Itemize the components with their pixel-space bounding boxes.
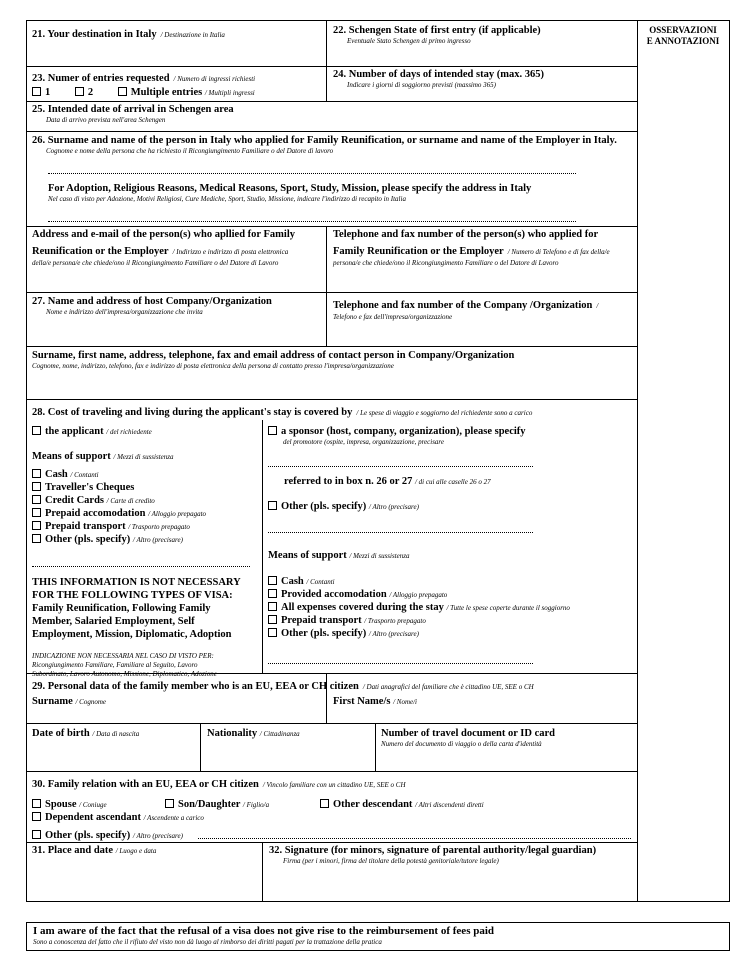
sponsor-dotline[interactable] [268, 466, 533, 467]
sep-27 [26, 292, 638, 293]
vsep-addr-tel [326, 226, 327, 346]
means-prepaid-transport[interactable]: Prepaid transport / Trasporto prepagato [32, 520, 260, 533]
sponsor-other-dotline[interactable] [268, 532, 533, 533]
sponsor-means-list [268, 575, 633, 640]
field-26-address-label: For Adoption, Religious Reasons, Medical Reasons, Sport, Study, Mission, please specify the address in Italy Nel caso di visto per Adozione, Motivi Religiosi, Cure Mediche, Sport, Studio, Missione, indicare l'indirizzo di recapito in Italia [48, 183, 532, 203]
relation-other-descendant[interactable]: Other descendant / Altri discendenti diretti [320, 798, 610, 812]
applicant-other-dotline[interactable] [32, 566, 250, 567]
vsep-31 [262, 842, 263, 902]
sep-23 [26, 66, 638, 67]
sponsor-means-cash[interactable]: Cash / Contanti [268, 575, 633, 588]
sponsor-means-label: Means of support / Mezzi di sussistenza [268, 550, 410, 561]
observations-header: OSSERVAZIONI E ANNOTAZIONI [646, 25, 720, 46]
field-26-dotline-2[interactable] [48, 221, 576, 222]
means-other[interactable]: Other (pls. specify) / Altro (precisare) [32, 533, 260, 546]
relation-son-daughter[interactable]: Son/Daughter / Figlio/a [165, 798, 315, 812]
field-32-signature[interactable]: 32. Signature (for minors, signature of parental authority/legal guardian) Firma (per i minori, firma del titolare della potestà genitoriale/tutore legale) [269, 845, 597, 865]
visa-types-notice: THIS INFORMATION IS NOT NECESSARY FOR THE FOLLOWING TYPES OF VISA: Family Reunification, Following Family Member, Salaried Employment, Self Employment, Mission, Diplomatic, Adoption INDICAZIONE NON NECESSARIA NEL CASO DI VISTO PER: Ricongiungimento Familiare, Familiare al Seguito, Lavoro Subordinato, Lavoro Autonomo, Missione, Diplomatico, Adozione [32, 577, 241, 678]
sep-contact [26, 346, 638, 347]
refusal-notice: I am aware of the fact that the refusal of a visa does not give rise to the reimbursement of fees paid Sono a conoscenza del fatto che il rifiuto del visto non dà luogo al rimborso dei diritti pagati per la trattazione della pratica [26, 922, 730, 951]
field-21-destination[interactable]: 21. Your destination in Italy / Destinazione in Italia [32, 29, 225, 40]
field-30-family-relation: 30. Family relation with an EU, EEA or CH citizen / Vincolo familiare con un cittadino UE, SEE o CH [32, 779, 406, 790]
frame-top [26, 20, 730, 21]
frame-left [26, 20, 27, 902]
sponsor-referred-box: referred to in box n. 26 or 27 / di cui alle caselle 26 o 27 [284, 476, 491, 487]
frame-bottom [26, 901, 730, 902]
field-29-first-name[interactable]: First Name/s / Nome/i [333, 696, 417, 707]
field-29-surname[interactable]: Surname / Cognome [32, 696, 106, 707]
means-prepaid-accomodation[interactable]: Prepaid accomodation / Alloggio prepagato [32, 507, 260, 520]
relation-other[interactable]: Other (pls. specify) / Altro (precisare) [32, 829, 202, 843]
field-29-nationality[interactable]: Nationality / Cittadinanza [207, 728, 300, 739]
means-travellers-cheques[interactable]: Traveller's Cheques [32, 481, 260, 494]
field-25-arrival-date[interactable]: 25. Intended date of arrival in Schengen area Data di arrivo prevista nell'area Schengen [32, 104, 234, 124]
sep-26 [26, 131, 638, 132]
option-sponsor[interactable]: a sponsor (host, company, organization), please specify del promotore (ospite, impresa, organizzazione, precisare [268, 425, 633, 447]
obs-divider [637, 20, 638, 902]
field-26-dotline-1[interactable] [48, 173, 576, 174]
entries-option-multiple[interactable]: Multiple entries / Multipli ingressi [118, 87, 255, 98]
field-contact-person[interactable]: Surname, first name, address, telephone, fax and email address of contact person in Company/Organization Cognome, nome, indirizzo, telefono, fax e indirizzo di posta elettronica della persona di contatto presso l'impresa/organizzazione [32, 350, 515, 370]
relation-other-dotline[interactable] [198, 838, 631, 839]
field-29-family-member: 29. Personal data of the family member who is an EU, EEA or CH citizen / Dati anagrafici del familiare che è cittadino UE, SEE o CH [32, 681, 534, 692]
field-29-date-of-birth[interactable]: Date of birth / Data di nascita [32, 728, 140, 739]
sep-addr [26, 226, 638, 227]
entries-options [32, 87, 324, 98]
vsep-21-22 [326, 20, 327, 101]
means-credit-cards[interactable]: Credit Cards / Carte di credito [32, 494, 260, 507]
sponsor-means-all-expenses[interactable]: All expenses covered during the stay / Tutte le spese coperte durante il soggiorno [268, 601, 633, 614]
frame-right [729, 20, 730, 902]
vsep-dob [200, 723, 201, 771]
sponsor-means-other[interactable]: Other (pls. specify) / Altro (precisare) [268, 627, 633, 640]
entries-option-1[interactable]: 1 [32, 87, 50, 98]
relation-spouse[interactable]: Spouse / Coniuge [32, 798, 162, 812]
applicant-means-list [32, 468, 260, 546]
vsep-nat [375, 723, 376, 771]
sep-29b [26, 723, 638, 724]
option-the-applicant[interactable]: the applicant / del richiedente [32, 425, 257, 439]
field-31-place-date[interactable]: 31. Place and date / Luogo e data [32, 845, 157, 856]
field-telephone-fax[interactable]: Telephone and fax number of the person(s) who applied for Family Reunification or the Employer / Numero di Telefono e di fax della/e persona/e che chiede/ono il Ricongiungimento Familiare o del Datore di Lavoro [333, 229, 610, 267]
field-28-cost-covered: 28. Cost of traveling and living during the applicant's stay is covered by / Le spese di viaggio e soggiorno del richiedente sono a carico [32, 407, 533, 418]
sep-28 [26, 399, 638, 400]
field-27-company-telephone[interactable]: Telephone and fax number of the Company /Organization / Telefono e fax dell'impresa/organizzazione [333, 300, 599, 321]
field-23-entries: 23. Numer of entries requested / Numero di ingressi richiesti [32, 73, 256, 84]
means-cash[interactable]: Cash / Contanti [32, 468, 260, 481]
field-24-days-of-stay[interactable]: 24. Number of days of intended stay (max. 365) Indicare i giorni di soggiorno previsti (massimo 365) [333, 69, 544, 89]
means-of-support-label: Means of support / Mezzi di sussistenza [32, 451, 174, 462]
field-22-schengen-first-entry[interactable]: 22. Schengen State of first entry (if applicable) Eventuale Stato Schengen di primo ingresso [333, 25, 541, 45]
relation-dependent-ascendant[interactable]: Dependent ascendant / Ascendente a carico [32, 811, 322, 825]
sep-30 [26, 771, 638, 772]
field-26-applicant-name[interactable]: 26. Surname and name of the person in Italy who applied for Family Reunification, or surname and name of the Employer in Italy. Cognome e nome della persona che ha richiesto il Ricongiungimento Familiare o del Datore di lavoro [32, 135, 617, 155]
vsep-28 [262, 420, 263, 673]
field-address-email[interactable]: Address and e-mail of the person(s) who apllied for Family Reunification or the Employer / Indirizzo e indirizzo di posta elettronica della/e persona/e che chiede/ono il Ricongiungimento Familiare o del Datore di Lavoro [32, 229, 295, 267]
field-27-host-company[interactable]: 27. Name and address of host Company/Organization Nome e indirizzo dell'impresa/organizzazione che invita [32, 296, 272, 316]
sponsor-means-accomodation[interactable]: Provided accomodation / Alloggio prepagato [268, 588, 633, 601]
field-29-travel-document[interactable]: Number of travel document or ID card Numero del documento di viaggio o della carta d'identità [381, 728, 556, 748]
sponsor-other[interactable]: Other (pls. specify) / Altro (precisare) [268, 500, 613, 514]
entries-option-2[interactable]: 2 [75, 87, 93, 98]
sponsor-means-prepaid-transport[interactable]: Prepaid transport / Trasporto prepagato [268, 614, 633, 627]
sponsor-means-other-dotline[interactable] [268, 663, 533, 664]
sep-25 [26, 101, 638, 102]
